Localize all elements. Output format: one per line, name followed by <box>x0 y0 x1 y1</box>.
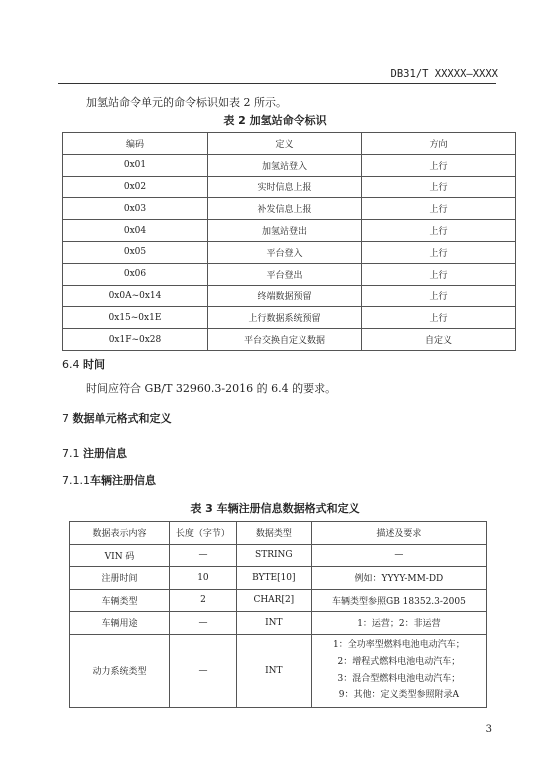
column-header-type: 数据类型 <box>236 522 311 545</box>
table-cell: 上行 <box>361 241 515 263</box>
intro-paragraph: 加氢站命令单元的命令标识如表 2 所示。 <box>86 96 287 109</box>
table-cell: — <box>170 634 237 707</box>
table-row <box>63 263 516 285</box>
table-cell: 平台登入 <box>207 241 361 263</box>
table-cell: BYTE[10] <box>236 567 311 590</box>
table-cell: 车辆类型参照GB 18352.3-2005 <box>311 589 486 612</box>
table3-caption: 表 3 车辆注册信息数据格式和定义 <box>190 502 360 515</box>
table-row <box>70 589 487 612</box>
table-row <box>63 285 516 307</box>
table-cell: — <box>170 612 237 635</box>
table-cell: — <box>311 544 486 567</box>
section-title: 车辆注册信息 <box>90 474 156 487</box>
table-cell: 0x1F~0x28 <box>63 329 208 351</box>
table-row <box>63 154 516 176</box>
table-cell: 注册时间 <box>70 567 170 590</box>
table-cell: VIN 码 <box>70 544 170 567</box>
table-cell: 实时信息上报 <box>207 176 361 198</box>
table-cell: 上行 <box>361 176 515 198</box>
table-row <box>63 241 516 263</box>
table2-caption: 表 2 加氢站命令标识 <box>223 114 327 127</box>
command-id-table <box>62 132 516 351</box>
document-number: DB31/T XXXXX—XXXX <box>390 68 498 80</box>
column-header-length: 长度（字节） <box>170 522 237 545</box>
table-cell: 上行 <box>361 263 515 285</box>
column-header-description: 描述及要求 <box>311 522 486 545</box>
table-row <box>70 567 487 590</box>
table-cell: 0x03 <box>63 198 208 220</box>
table-row <box>63 307 516 329</box>
table-cell: 0x05 <box>63 241 208 263</box>
table-cell-multiline <box>311 634 486 707</box>
table-cell: — <box>170 544 237 567</box>
table-header-row <box>63 133 516 155</box>
table-cell: 上行 <box>361 307 515 329</box>
table-row <box>63 176 516 198</box>
section-7-1-1-heading <box>62 472 156 488</box>
section-number: 7.1 <box>62 447 80 460</box>
description-line: 3：混合型燃料电池电动汽车； <box>337 673 461 684</box>
description-line: 1：全功率型燃料电池电动汽车； <box>333 639 465 650</box>
table-cell: 上行 <box>361 198 515 220</box>
table-cell: 0x02 <box>63 176 208 198</box>
table-cell: CHAR[2] <box>236 589 311 612</box>
table-cell: 例如：YYYY-MM-DD <box>311 567 486 590</box>
table-cell: 自定义 <box>361 329 515 351</box>
table-row <box>63 198 516 220</box>
table-cell: 平台登出 <box>207 263 361 285</box>
section-7-1-heading <box>62 445 127 461</box>
section-7-heading <box>62 410 172 426</box>
table-cell: STRING <box>236 544 311 567</box>
table-header-row <box>70 522 487 545</box>
table-cell: 车辆用途 <box>70 612 170 635</box>
vehicle-registration-table <box>69 521 487 708</box>
section-number: 7 <box>62 412 69 425</box>
header-rule <box>58 83 496 84</box>
table-cell: 上行 <box>361 285 515 307</box>
table-cell: 上行 <box>361 154 515 176</box>
column-header-code: 编码 <box>63 133 208 155</box>
section-title: 时间 <box>83 358 105 371</box>
table-row <box>70 612 487 635</box>
section-title: 数据单元格式和定义 <box>72 412 172 425</box>
description-line: 2：增程式燃料电池电动汽车； <box>337 656 461 667</box>
column-header-direction: 方向 <box>361 133 515 155</box>
table-cell: 0x04 <box>63 220 208 242</box>
table-row <box>70 544 487 567</box>
table-row <box>63 220 516 242</box>
page-number: 3 <box>485 724 492 735</box>
table-cell: 上行数据系统预留 <box>207 307 361 329</box>
table-cell: 平台交换自定义数据 <box>207 329 361 351</box>
table-cell: 0x15~0x1E <box>63 307 208 329</box>
section-6-4-body: 时间应符合 GB/T 32960.3-2016 的 6.4 的要求。 <box>86 382 337 395</box>
table-cell: 1：运营；2：非运营 <box>311 612 486 635</box>
section-number: 6.4 <box>62 358 80 371</box>
table-cell: 0x01 <box>63 154 208 176</box>
description-line: 9：其他：定义类型参照附录A <box>338 690 460 701</box>
section-title: 注册信息 <box>83 447 127 460</box>
table-cell: 加氢站登入 <box>207 154 361 176</box>
table-cell: 车辆类型 <box>70 589 170 612</box>
table-row <box>63 329 516 351</box>
section-number: 7.1.1 <box>62 474 90 487</box>
table-cell: 0x0A~0x14 <box>63 285 208 307</box>
column-header-definition: 定义 <box>207 133 361 155</box>
table-row <box>70 634 487 707</box>
table-cell: 加氢站登出 <box>207 220 361 242</box>
section-6-4-heading <box>62 356 105 372</box>
table-cell: INT <box>236 612 311 635</box>
table-cell: 10 <box>170 567 237 590</box>
table-cell: INT <box>236 634 311 707</box>
table-cell: 终端数据预留 <box>207 285 361 307</box>
table-cell: 2 <box>170 589 237 612</box>
table-cell: 0x06 <box>63 263 208 285</box>
table-cell: 上行 <box>361 220 515 242</box>
table-cell: 补发信息上报 <box>207 198 361 220</box>
column-header-content: 数据表示内容 <box>70 522 170 545</box>
table-cell: 动力系统类型 <box>70 634 170 707</box>
